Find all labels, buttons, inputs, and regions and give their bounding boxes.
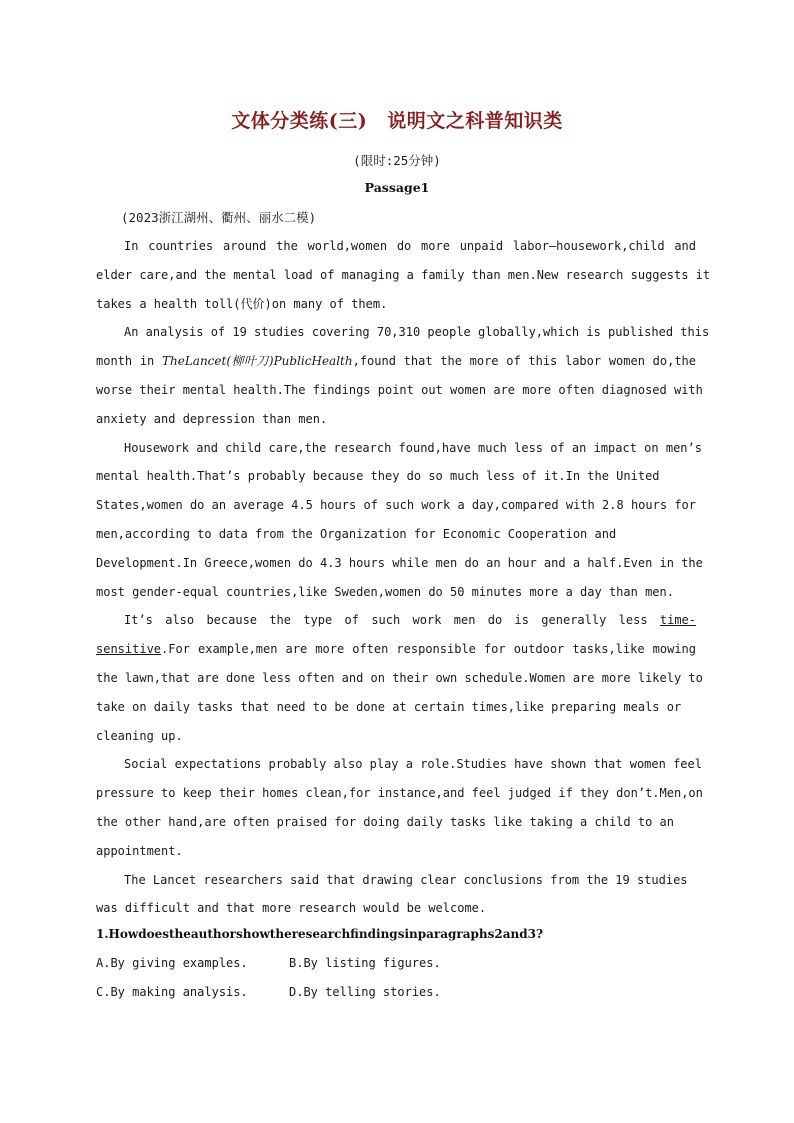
paragraph-3-line-2: mental health.That’s probably because they do so much less of it.In the United: [96, 469, 660, 483]
paragraph-1-line-2: elder care,and the mental load of managing a family than men.New research suggests it: [96, 268, 711, 282]
p4-text-post: .For example,men are more often responsible for outdoor tasks,like mowing: [161, 642, 696, 656]
paragraph-5-line-3: the other hand,are often praised for doing daily tasks like taking a child to an: [96, 815, 674, 829]
title-topic: 说明文之科普知识类: [387, 110, 563, 132]
paragraph-1-line-3: takes a health toll(代价)on many of them.: [96, 297, 388, 311]
paragraph-1-line-1: In countries around the world,women do more unpaid labor—housework,child and: [124, 239, 696, 253]
paragraph-6-line-2: was difficult and that more research would be welcome.: [96, 901, 487, 915]
paragraph-3-line-3: States,women do an average 4.5 hours of such work a day,compared with 2.8 hours for: [96, 498, 696, 512]
question-1: 1.Howdoestheauthorshowtheresearchfindingsinparagraphs2and3?: [96, 927, 543, 941]
paragraph-5-line-1: Social expectations probably also play a role.Studies have shown that women feel: [124, 757, 702, 771]
option-c[interactable]: C.By making analysis.: [96, 985, 248, 999]
paragraph-3-line-5: Development.In Greece,women do 4.3 hours while men do an hour and a half.Even in the: [96, 556, 703, 570]
paragraph-5-line-4: appointment.: [96, 844, 183, 858]
paragraph-4-line-2: [96, 639, 696, 659]
paragraph-3-line-1: Housework and child care,the research found,have much less of an impact on men’s: [124, 441, 702, 455]
underlined-term-part-2: sensitive: [96, 642, 162, 656]
paragraph-4-line-1: [124, 610, 696, 630]
paragraph-2-line-1: An analysis of 19 studies covering 70,310 people globally,which is published this: [124, 325, 710, 339]
title-series: 文体分类练(三): [231, 110, 368, 132]
paragraph-5-line-2: pressure to keep their homes clean,for instance,and feel judged if they don’t.Men,on: [96, 786, 703, 800]
paragraph-4-line-3: the lawn,that are done less often and on their own schedule.Women are more likely to: [96, 671, 703, 685]
passage-label: Passage1: [364, 180, 430, 195]
paragraph-2-line-3: worse their mental health.The findings point out women are more often diagnosed with: [96, 383, 703, 397]
source-note: (2023浙江湖州、衢州、丽水二模): [121, 210, 317, 225]
option-d[interactable]: D.By telling stories.: [289, 985, 441, 999]
paragraph-4-line-5: cleaning up.: [96, 729, 183, 743]
option-b[interactable]: B.By listing figures.: [289, 956, 441, 970]
time-limit: (限时:25分钟): [353, 153, 441, 168]
option-a[interactable]: A.By giving examples.: [96, 956, 248, 970]
p4-text-pre: It’s also because the type of such work men do is generally less: [124, 613, 660, 627]
paragraph-3-line-4: men,according to data from the Organization for Economic Cooperation and: [96, 527, 617, 541]
paragraph-2-line-2: [96, 351, 696, 371]
paragraph-2-line-4: anxiety and depression than men.: [96, 412, 328, 426]
page-title: [0, 106, 794, 133]
paragraph-4-line-4: take on daily tasks that need to be done at certain times,like preparing meals or: [96, 700, 682, 714]
underlined-term-part-1: time-: [659, 613, 696, 627]
p2-text-post: ,found that the more of this labor women do,the: [352, 354, 696, 368]
journal-name: TheLancet(柳叶刀)PublicHealth: [161, 354, 353, 368]
paragraph-6-line-1: The Lancet researchers said that drawing clear conclusions from the 19 studies: [124, 873, 688, 887]
paragraph-3-line-6: most gender-equal countries,like Sweden,women do 50 minutes more a day than men.: [96, 585, 674, 599]
p2-text-pre: month in: [96, 354, 162, 368]
